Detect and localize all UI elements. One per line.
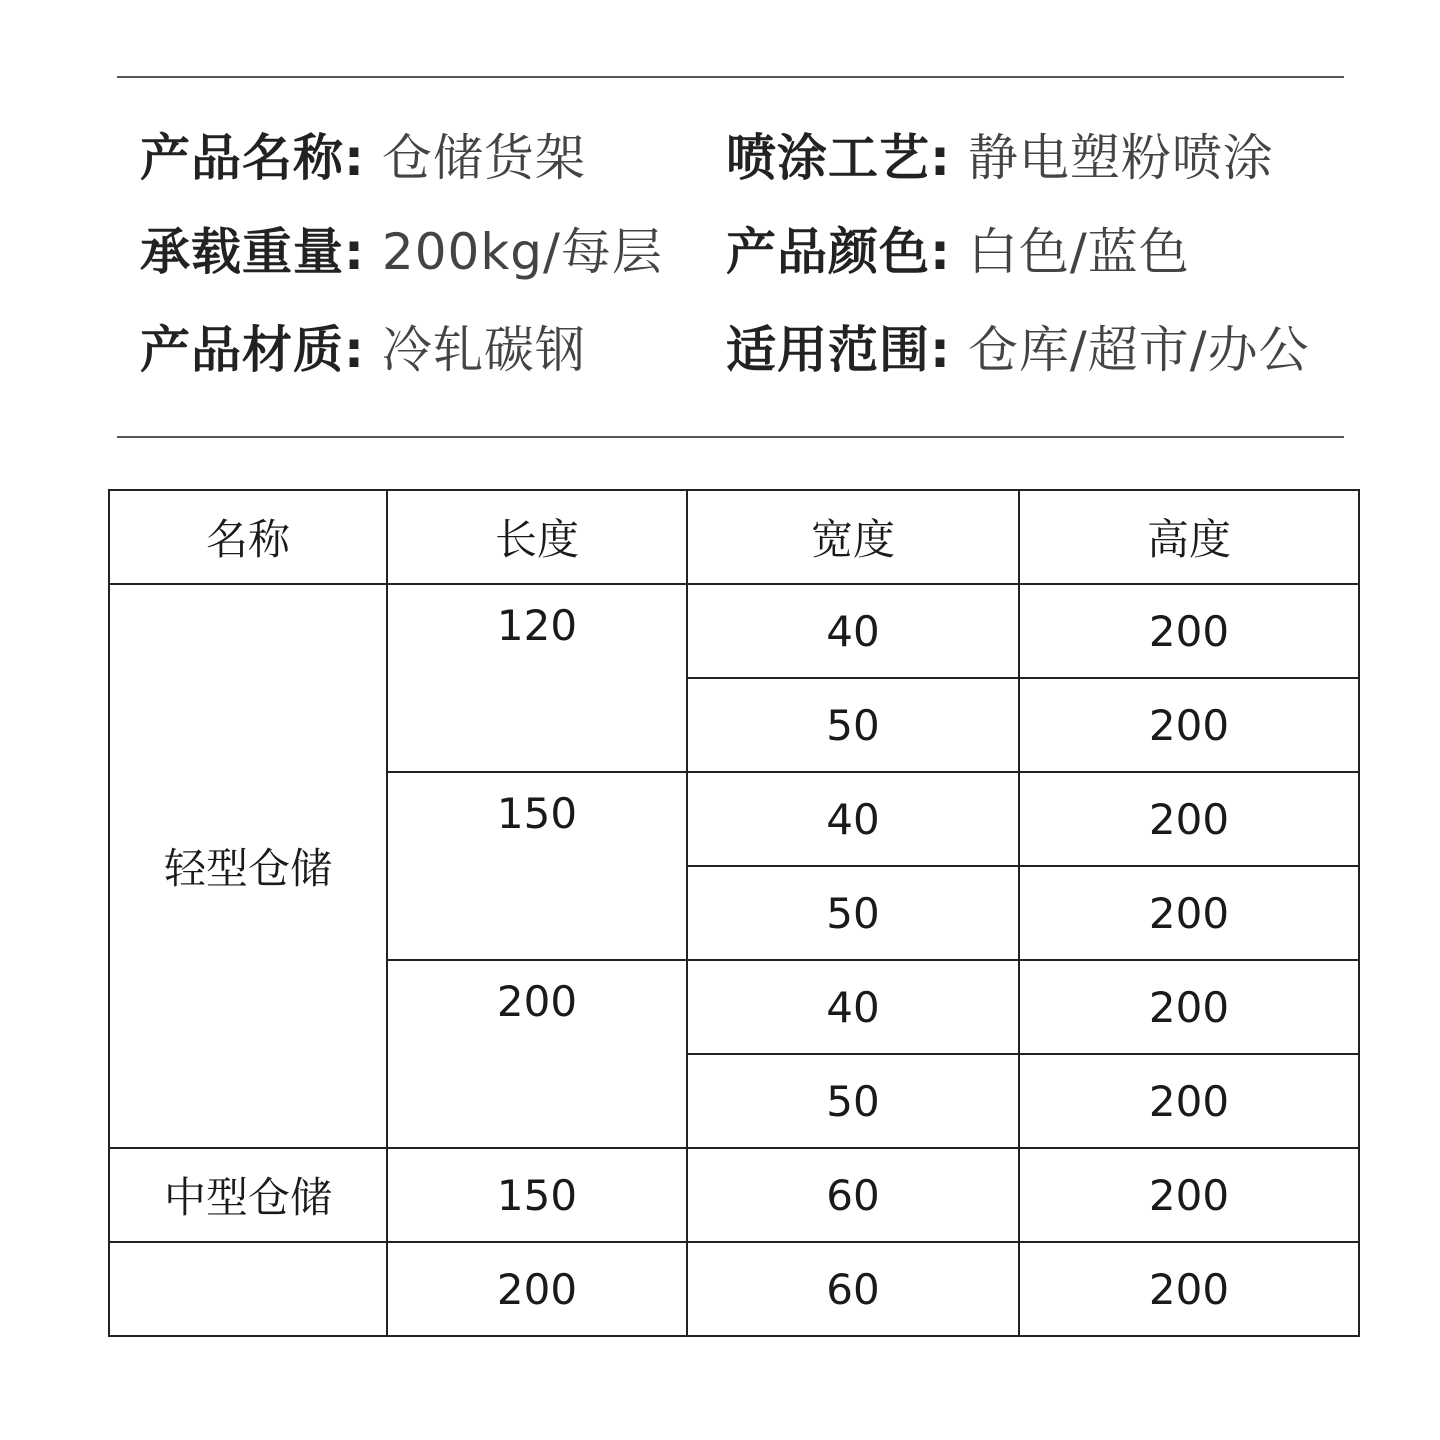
header-width: 宽度: [687, 490, 1019, 584]
spec-application-scope: [726, 320, 1310, 380]
spec-label: 产品名称:: [140, 129, 365, 187]
header-name: 名称: [109, 490, 387, 584]
width-cell: 60: [687, 1148, 1019, 1242]
spec-value: 仓储货架: [381, 129, 586, 187]
spec-product-color: [726, 222, 1190, 282]
spec-load-capacity: [140, 222, 663, 282]
width-cell: 40: [687, 584, 1019, 678]
height-cell: 200: [1019, 584, 1359, 678]
spec-label: 承载重量:: [140, 223, 365, 281]
height-cell: 200: [1019, 1148, 1359, 1242]
group-name-cell: 中型仓储: [109, 1148, 387, 1242]
spec-label: 产品颜色:: [726, 223, 951, 281]
width-cell: 50: [687, 1054, 1019, 1148]
height-cell: 200: [1019, 772, 1359, 866]
length-cell: 120: [387, 584, 687, 772]
spec-coating-process: [726, 128, 1274, 188]
spec-label: 产品材质:: [140, 321, 365, 379]
bottom-divider: [117, 436, 1344, 438]
table-row: [109, 1242, 1359, 1336]
height-cell: 200: [1019, 1242, 1359, 1336]
length-cell: 200: [387, 1242, 687, 1336]
height-cell: 200: [1019, 1054, 1359, 1148]
table-header-row: [109, 490, 1359, 584]
spec-product-name: [140, 128, 586, 188]
spec-value: 静电塑粉喷涂: [967, 129, 1274, 187]
group-name-cell-empty: [109, 1242, 387, 1336]
table-row: [109, 584, 1359, 678]
header-length: 长度: [387, 490, 687, 584]
top-divider: [117, 76, 1344, 78]
spec-value: 白色/蓝色: [967, 223, 1190, 281]
width-cell: 40: [687, 772, 1019, 866]
spec-value: 200kg/每层: [381, 223, 663, 281]
spec-value: 仓库/超市/办公: [967, 321, 1310, 379]
spec-label: 适用范围:: [726, 321, 951, 379]
length-cell: 150: [387, 1148, 687, 1242]
spec-material: [140, 320, 586, 380]
height-cell: 200: [1019, 960, 1359, 1054]
height-cell: 200: [1019, 866, 1359, 960]
length-cell: 150: [387, 772, 687, 960]
height-cell: 200: [1019, 678, 1359, 772]
header-height: 高度: [1019, 490, 1359, 584]
size-table: [108, 489, 1360, 1337]
spec-label: 喷涂工艺:: [726, 129, 951, 187]
width-cell: 60: [687, 1242, 1019, 1336]
width-cell: 50: [687, 866, 1019, 960]
width-cell: 50: [687, 678, 1019, 772]
length-cell: 200: [387, 960, 687, 1148]
group-name-cell: 轻型仓储: [109, 584, 387, 1148]
width-cell: 40: [687, 960, 1019, 1054]
spec-value: 冷轧碳钢: [381, 321, 586, 379]
table-row: [109, 1148, 1359, 1242]
